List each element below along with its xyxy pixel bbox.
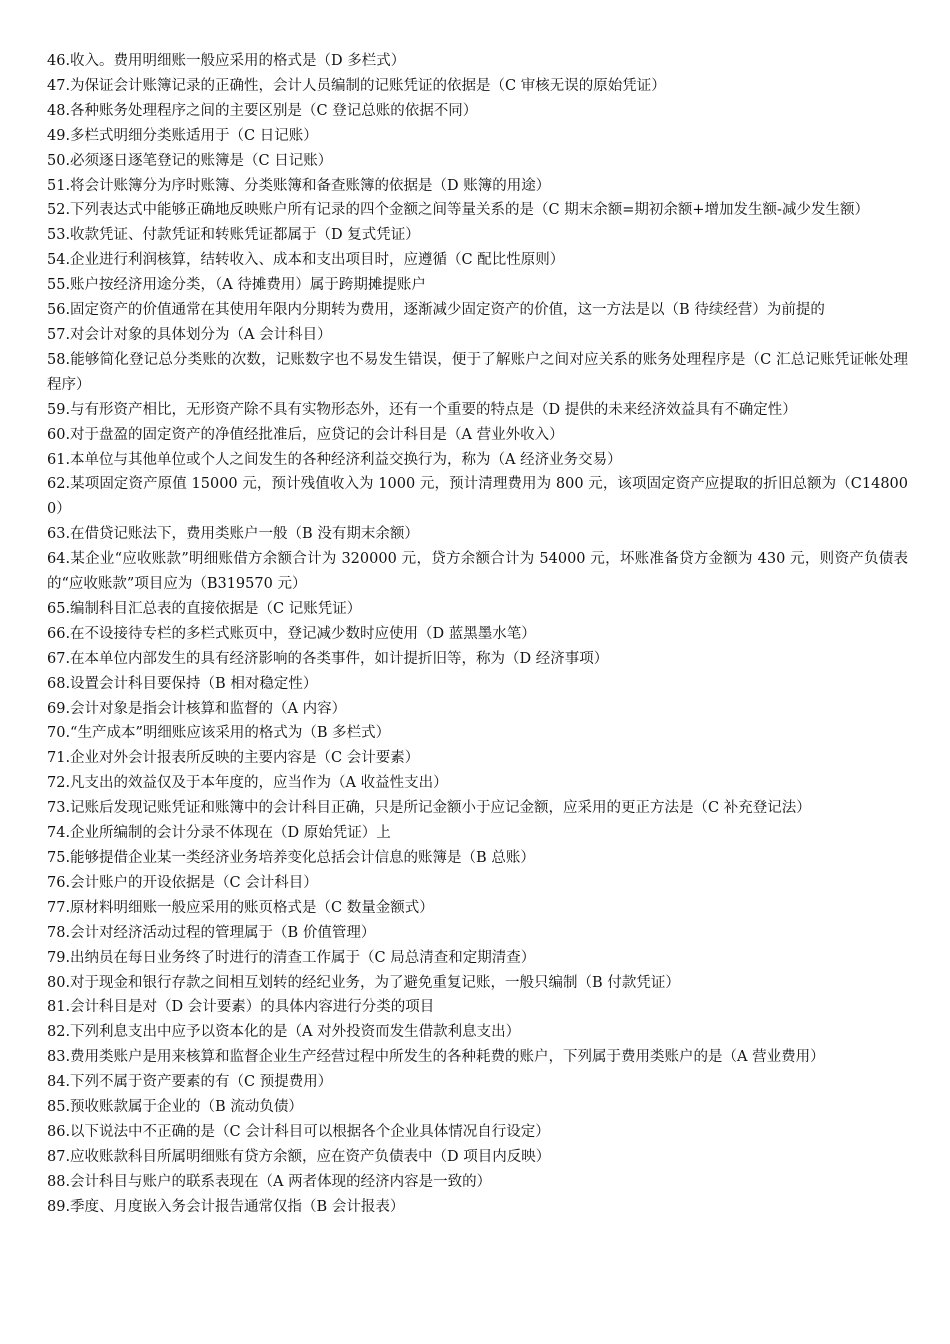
question-65: 65.编制科目汇总表的直接依据是（C 记账凭证）	[47, 600, 362, 617]
question-48: 48.各种账务处理程序之间的主要区别是（C 登记总账的依据不同）	[47, 102, 478, 119]
question-46: 46.收入。费用明细账一般应采用的格式是（D 多栏式）	[47, 53, 406, 69]
question-72: 72.凡支出的效益仅及于本年度的，应当作为（A 收益性支出）	[47, 775, 448, 792]
question-51: 51.将会计账簿分为序时账簿、分类账簿和备查账簿的依据是（D 账簿的用途）	[47, 177, 551, 194]
question-84: 84.下列不属于资产要素的有（C 预提费用）	[47, 1074, 333, 1091]
question-60: 60.对于盘盈的固定资产的净值经批准后，应贷记的会计科目是（A 营业外收入）	[47, 426, 564, 443]
question-75: 75.能够提借企业某一类经济业务培养变化总括会计信息的账簿是（B 总账）	[47, 850, 535, 866]
question-87: 87.应收账款科目所属明细账有贷方余额，应在资产负债表中（D 项目内反映）	[47, 1148, 551, 1165]
question-76: 76.会计账户的开设依据是（C 会计科目）	[47, 874, 318, 891]
question-88: 88.会计科目与账户的联系表现在（A 两者体现的经济内容是一致的）	[47, 1173, 492, 1190]
question-47: 47.为保证会计账簿记录的正确性，会计人员编制的记账凭证的依据是（C 审核无误的原始凭证）	[47, 77, 666, 94]
question-61: 61.本单位与其他单位或个人之间发生的各种经济利益交换行为，称为（A 经济业务交易）	[47, 451, 622, 468]
question-52: 52.下列表达式中能够正确地反映账户所有记录的四个金额之间等量关系的是（C 期末余额=期初余额+增加发生额-减少发生额）	[47, 202, 869, 219]
question-89: 89.季度、月度嵌入务会计报告通常仅指（B 会计报表）	[47, 1198, 405, 1215]
question-64: 64.某企业“应收账款”明细账借方余额合计为 320000 元，贷方余额合计为 54000 元，坏账准备贷方金额为 430 元，则资产负债表的“应收账款”项目应为（B319570 元）	[47, 551, 908, 593]
question-82: 82.下列利息支出中应予以资本化的是（A 对外投资而发生借款利息支出）	[47, 1024, 521, 1041]
question-74: 74.企业所编制的会计分录不体现在（D 原始凭证）上	[47, 825, 391, 842]
question-85: 85.预收账款属于企业的（B 流动负债）	[47, 1099, 303, 1116]
question-53: 53.收款凭证、付款凭证和转账凭证都属于（D 复式凭证）	[47, 227, 420, 244]
question-83: 83.费用类账户是用来核算和监督企业生产经营过程中所发生的各种耗费的账户，下列属于费用类账户的是（A 营业费用）	[47, 1049, 825, 1066]
question-67: 67.在本单位内部发生的具有经济影响的各类事件，如计提折旧等，称为（D 经济事项）	[47, 650, 609, 667]
question-66: 66.在不设接待专栏的多栏式账页中，登记减少数时应使用（D 蓝黑墨水笔）	[47, 625, 536, 642]
question-49: 49.多栏式明细分类账适用于（C 日记账）	[47, 127, 318, 144]
question-54: 54.企业进行利润核算，结转收入、成本和支出项目时，应遵循（C 配比性原则）	[47, 252, 565, 269]
question-81: 81.会计科目是对（D 会计要素）的具体内容进行分类的项目	[47, 999, 435, 1016]
question-86: 86.以下说法中不正确的是（C 会计科目可以根据各个企业具体情况自行设定）	[47, 1123, 550, 1140]
question-68: 68.设置会计科目要保持（B 相对稳定性）	[47, 675, 318, 692]
document-page	[47, 49, 908, 1220]
question-69: 69.会计对象是指会计核算和监督的（A 内容）	[47, 700, 347, 717]
question-71: 71.企业对外会计报表所反映的主要内容是（C 会计要素）	[47, 750, 420, 767]
question-56: 56.固定资产的价值通常在其使用年限内分期转为费用，逐渐减少固定资产的价值，这一方法是以（B 待续经营）为前提的	[47, 302, 825, 319]
question-79: 79.出纳员在每日业务终了时进行的清查工作属于（C 局总清查和定期清查）	[47, 949, 536, 966]
question-80: 80.对于现金和银行存款之间相互划转的经纪业务，为了避免重复记账，一般只编制（B 付款凭证）	[47, 974, 680, 991]
question-77: 77.原材料明细账一般应采用的账页格式是（C 数量金额式）	[47, 899, 434, 916]
question-50: 50.必须逐日逐笔登记的账簿是（C 日记账）	[47, 152, 333, 169]
question-57: 57.对会计对象的具体划分为（A 会计科目）	[47, 326, 332, 343]
question-58: 58.能够简化登记总分类账的次数，记账数字也不易发生错误，便于了解账户之间对应关系的账务处理程序是（C 汇总记账凭证帐处理程序）	[47, 351, 908, 393]
question-63: 63.在借贷记账法下，费用类账户一般（B 没有期末余额）	[47, 526, 419, 543]
question-55: 55.账户按经济用途分类，（A 待摊费用）属于跨期摊提账户	[47, 277, 426, 294]
question-73: 73.记账后发现记账凭证和账簿中的会计科目正确，只是所记金额小于应记金额，应采用的更正方法是（C 补充登记法）	[47, 800, 811, 817]
question-70: 70.“生产成本”明细账应该采用的格式为（B 多栏式）	[47, 725, 391, 742]
question-62: 62.某项固定资产原值 15000 元，预计残值收入为 1000 元，预计清理费用为 800 元，该项固定资产应提取的折旧总额为（C148000）	[47, 476, 908, 518]
question-78: 78.会计对经济活动过程的管理属于（B 价值管理）	[47, 924, 376, 941]
question-59: 59.与有形资产相比，无形资产除不具有实物形态外，还有一个重要的特点是（D 提供的未来经济效益具有不确定性）	[47, 401, 797, 418]
